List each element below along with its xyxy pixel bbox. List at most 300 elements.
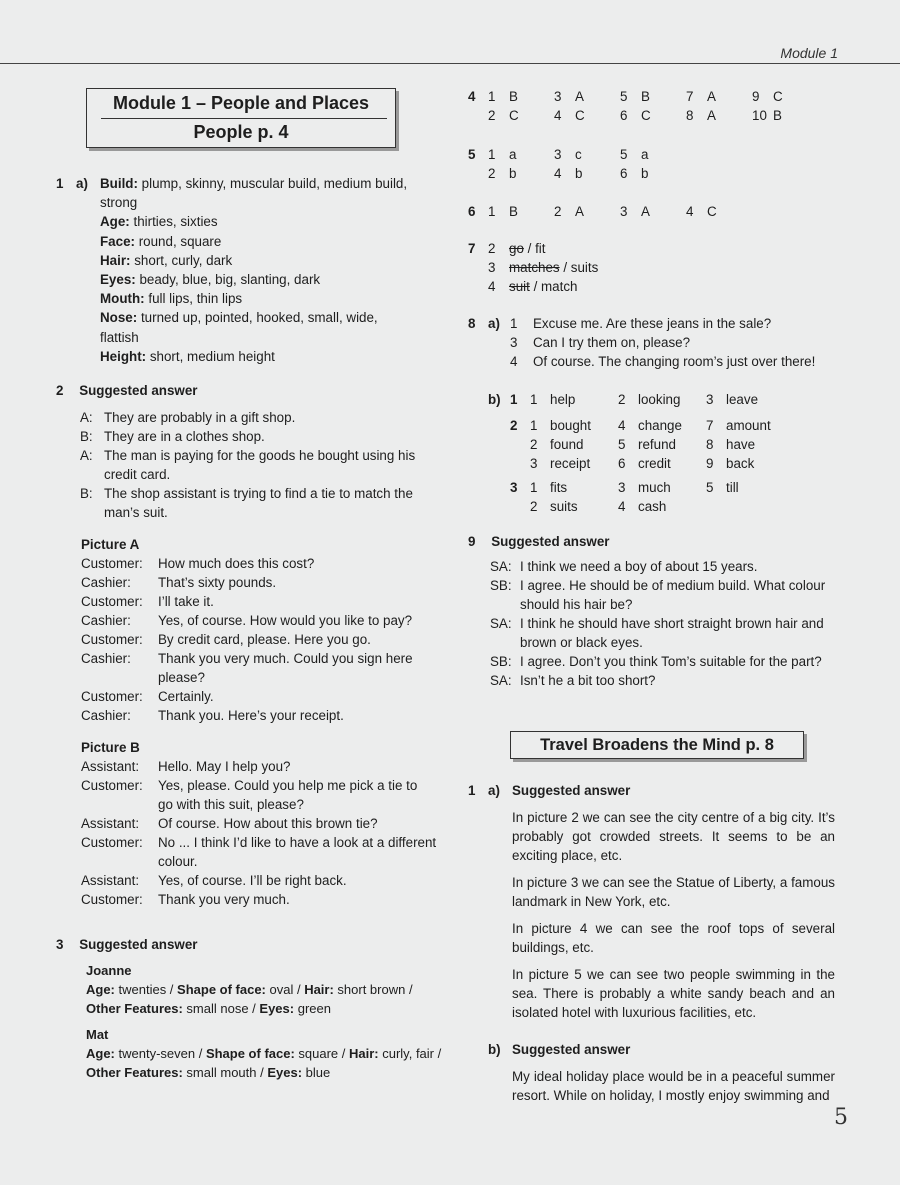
answer-paragraph: In picture 5 we can see two people swimming in the sea. There is probably a white sandy beach and an isolated hotel with luxurious facilities, etc. [512, 967, 835, 1020]
speaker-line [520, 576, 838, 614]
attribute-label: Age: [86, 982, 115, 997]
attribute-value: oval / [265, 982, 305, 997]
answer-value: C [773, 89, 783, 104]
answer-number: 6 [620, 108, 628, 123]
answer-number: 6 [620, 166, 628, 181]
speaker-line [158, 776, 441, 814]
answer-value: back [726, 456, 755, 471]
answer-paragraph: In picture 2 we can see the city centre of a big city. It’s probably got crowded streets. It seems to be an exciting place, etc. [512, 810, 835, 863]
answer-number: 8 [686, 108, 694, 123]
line-number: 3 [510, 335, 518, 350]
answer-number: 2 [488, 108, 496, 123]
line-text: Can I try them on, please? [533, 335, 691, 350]
answer-value: change [638, 418, 682, 433]
answer-value: till [726, 480, 739, 495]
ordered-line [510, 333, 840, 352]
answer-number: 8 [706, 437, 714, 452]
attribute-label: Other Features: [86, 1001, 183, 1016]
answer-cell [706, 416, 786, 435]
answer-cell [554, 106, 620, 125]
line-text: Thank you very much. [158, 892, 290, 907]
speaker-label: Cashier: [81, 613, 131, 628]
line-continuation: man’s suit. [104, 505, 168, 520]
exercise-number: 9 [468, 534, 476, 549]
answer-number: 3 [620, 204, 628, 219]
answer-number: 4 [554, 166, 562, 181]
answer-cell [618, 454, 706, 473]
answer-number: 1 [488, 204, 496, 219]
sub-number: 3 [510, 480, 518, 495]
answer-cell [706, 478, 786, 497]
exercise-number: 6 [468, 204, 476, 219]
ordered-line [510, 314, 840, 333]
speaker-line [158, 871, 441, 890]
picture-a-title: Picture A [81, 537, 140, 552]
answer-value: help [550, 392, 576, 407]
answer-paragraph: In picture 4 we can see the roof tops of several buildings, etc. [512, 921, 835, 955]
answer-row [488, 202, 752, 221]
vocab-text: short, medium height [146, 348, 275, 364]
answer-number: 7 [686, 89, 694, 104]
line-text: Hello. May I help you? [158, 759, 291, 774]
vocab-label: Face: [100, 233, 135, 249]
attribute-value: short brown / [333, 982, 413, 997]
answer-cell [530, 478, 618, 497]
speaker-line [158, 573, 441, 592]
answer-value: C [509, 108, 519, 123]
picture-b-title: Picture B [81, 740, 140, 755]
speaker-label: A: [80, 448, 93, 463]
answer-grid [530, 416, 786, 473]
answer-value: A [575, 204, 584, 219]
answer-cell [488, 145, 554, 164]
vocab-item [100, 289, 440, 308]
speaker-label: B: [80, 429, 93, 444]
exercise-number: 4 [468, 89, 476, 104]
answer-grid [488, 87, 818, 125]
answer-number: 5 [706, 480, 714, 495]
answer-value: found [550, 437, 584, 452]
answer-grid [530, 478, 786, 516]
answer-paragraph: My ideal holiday place would be in a peaceful summer resort. While on holiday, I mostly enjoy swimming and [512, 1069, 835, 1103]
answer-number: 5 [620, 89, 628, 104]
answer-cell [686, 106, 752, 125]
vocab-label: Hair: [100, 252, 131, 268]
answer-grid [488, 202, 752, 221]
vocab-item [100, 308, 440, 327]
line-continuation: should his hair be? [520, 597, 633, 612]
vocab-label: Mouth: [100, 291, 145, 307]
exercise-part: a) [488, 783, 500, 798]
answer-row [488, 258, 688, 277]
answer-value: B [509, 204, 518, 219]
line-text: Certainly. [158, 689, 214, 704]
answer-cell [620, 164, 686, 183]
vocab-text: thirties, sixties [129, 214, 218, 230]
answer-value: B [641, 89, 650, 104]
line-text: I think we need a boy of about 15 years. [520, 559, 758, 574]
speaker-line [158, 592, 441, 611]
attribute-value: twenties / [114, 982, 178, 997]
answer-cell [530, 497, 618, 516]
answer-value: A [575, 89, 584, 104]
vocab-list [100, 174, 440, 366]
answer-number: 1 [488, 147, 496, 162]
sub-number: 1 [510, 392, 518, 407]
exercise-number: 1 [56, 176, 64, 191]
line-text: I’ll take it. [158, 594, 214, 609]
page-number: 5 [834, 1105, 848, 1130]
speaker-label: Cashier: [81, 708, 131, 723]
vocab-label: Age: [100, 214, 130, 230]
answer-cell [620, 145, 686, 164]
speaker-label: Cashier: [81, 651, 131, 666]
picture-a-dialogue [81, 554, 441, 725]
module-title-divider [101, 118, 387, 119]
answer-cell [488, 106, 554, 125]
answer-cell [752, 106, 818, 125]
answer-value: a [641, 147, 649, 162]
speaker-line [520, 557, 838, 576]
answer-value: B [509, 89, 518, 104]
answer-number: 2 [530, 499, 538, 514]
answer-cell [530, 390, 618, 409]
description-line [86, 1063, 446, 1082]
description-line [86, 980, 446, 999]
answer-number: 5 [620, 147, 628, 162]
answer-number: 2 [554, 204, 562, 219]
line-text: The shop assistant is trying to find a tie to match the [104, 486, 413, 501]
answer-value: have [726, 437, 756, 452]
answer-cell [530, 416, 618, 435]
line-text: Isn’t he a bit too short? [520, 673, 656, 688]
speaker-label: Customer: [81, 632, 143, 647]
answer-cell [706, 497, 786, 516]
description-line [86, 1044, 446, 1063]
line-text: How much does this cost? [158, 556, 315, 571]
answer-value: credit [638, 456, 671, 471]
vocab-continuation: strong [100, 195, 138, 211]
attribute-value: small mouth / [182, 1065, 268, 1080]
line-text: Yes, of course. I’ll be right back. [158, 873, 347, 888]
line-text: Of course. The changing room’s just over there! [533, 354, 816, 369]
answer-paragraph: In picture 3 we can see the Statue of Liberty, a famous landmark in New York, etc. [512, 875, 835, 909]
person-name: Mat [86, 1027, 109, 1042]
struck-word: go [509, 241, 524, 256]
exercise-3 [56, 935, 446, 1082]
exercise-number: 7 [468, 241, 476, 256]
exercise-heading: Suggested answer [491, 534, 610, 549]
answer-number: 1 [530, 418, 538, 433]
answer-cell [488, 164, 554, 183]
answer-cell [554, 87, 620, 106]
answer-number: 9 [706, 456, 714, 471]
answer-number: 9 [752, 89, 760, 104]
speaker-line [158, 687, 441, 706]
speaker-line [158, 833, 441, 871]
speaker-line [158, 757, 441, 776]
answer-number: 10 [752, 108, 767, 123]
answer-cell [706, 390, 786, 409]
vocab-continuation: flattish [100, 329, 139, 345]
exercise-part: b) [488, 392, 501, 407]
speaker-line [520, 652, 838, 671]
header-rule [0, 63, 900, 64]
answer-cell [706, 454, 786, 473]
line-text: They are probably in a gift shop. [104, 410, 296, 425]
vocab-label: Build: [100, 176, 138, 191]
answer-number: 2 [530, 437, 538, 452]
exercise-number: 5 [468, 147, 476, 162]
answer-cell [618, 497, 706, 516]
module-title-box [86, 88, 396, 148]
answer-value: bought [550, 418, 591, 433]
speaker-label: Assistant: [81, 816, 140, 831]
line-text: Yes, please. Could you help me pick a tie to [158, 778, 418, 793]
speaker-label: SA: [490, 616, 512, 631]
exercise-number: 3 [56, 937, 64, 952]
vocab-text: round, square [134, 233, 222, 249]
vocab-text: full lips, thin lips [144, 291, 243, 307]
vocab-label: Height: [100, 348, 147, 364]
answer-number: 4 [488, 279, 496, 294]
answer-row [488, 277, 688, 296]
answer-row [488, 145, 686, 164]
line-continuation: brown or black eyes. [520, 635, 643, 650]
speaker-line [520, 614, 838, 652]
answer-value: C [641, 108, 651, 123]
speaker-dialogue [80, 408, 441, 522]
line-number: 1 [510, 316, 518, 331]
vocab-text: plump, skinny, muscular build, medium build, [137, 176, 408, 191]
replacement-word: / match [529, 279, 578, 294]
answer-value: receipt [550, 456, 591, 471]
answer-cell [554, 145, 620, 164]
line-text: No ... I think I’d like to have a look at a different [158, 835, 437, 850]
vocab-item [100, 212, 440, 231]
answer-number: 3 [706, 392, 714, 407]
attribute-value: twenty-seven / [114, 1046, 206, 1061]
speaker-label: Customer: [81, 556, 143, 571]
answer-value: suits [550, 499, 578, 514]
answer-value: b [641, 166, 649, 181]
line-text: They are in a clothes shop. [104, 429, 265, 444]
answer-cell [554, 202, 620, 221]
speaker-label: Cashier: [81, 575, 131, 590]
answer-number: 1 [530, 480, 538, 495]
answer-cell [752, 87, 818, 106]
answer-value: A [707, 89, 716, 104]
speaker-label: Customer: [81, 689, 143, 704]
vocab-label: Eyes: [100, 272, 136, 288]
answer-value: leave [726, 392, 759, 407]
vocab-item [100, 270, 440, 289]
attribute-label: Shape of face: [177, 982, 266, 997]
mat-description [86, 1025, 446, 1082]
speaker-line [158, 554, 441, 573]
answer-cell [618, 416, 706, 435]
vocab-item [100, 232, 440, 251]
vocab-item [100, 251, 440, 270]
answer-value: B [773, 108, 782, 123]
answer-row [488, 106, 818, 125]
answer-value: C [707, 204, 717, 219]
exercise-2 [56, 381, 441, 909]
exercise-number: 2 [56, 383, 64, 398]
attribute-label: Other Features: [86, 1065, 183, 1080]
answer-cell [618, 390, 706, 409]
answer-number: 6 [618, 456, 626, 471]
answer-value: looking [638, 392, 681, 407]
line-text: By credit card, please. Here you go. [158, 632, 371, 647]
answer-value: A [641, 204, 650, 219]
vocab-label: Nose: [100, 310, 138, 326]
answer-number: 2 [618, 392, 626, 407]
replacement-word: / fit [523, 241, 546, 256]
speaker-line [158, 814, 441, 833]
line-continuation: credit card. [104, 467, 171, 482]
speaker-label: A: [80, 410, 93, 425]
speaker-line [158, 706, 441, 725]
attribute-label: Eyes: [259, 1001, 295, 1016]
attribute-value: small nose / [182, 1001, 260, 1016]
attribute-label: Eyes: [267, 1065, 303, 1080]
answer-cell [620, 106, 686, 125]
exercise-9 [468, 532, 838, 690]
speaker-label: Customer: [81, 594, 143, 609]
answer-cell [488, 87, 554, 106]
sub-number: 2 [510, 418, 518, 433]
attribute-value: square / [294, 1046, 349, 1061]
vocab-text: turned up, pointed, hooked, small, wide, [137, 310, 378, 326]
line-text: Thank you. Here’s your receipt. [158, 708, 344, 723]
answer-value: C [575, 108, 585, 123]
line-continuation: colour. [158, 854, 198, 869]
speaker-line [104, 408, 441, 427]
attribute-label: Hair: [304, 982, 334, 997]
speaker-label: SB: [490, 654, 512, 669]
line-text: The man is paying for the goods he bought using his [104, 448, 416, 463]
answer-cell [620, 87, 686, 106]
answer-number: 4 [554, 108, 562, 123]
speaker-label: SA: [490, 559, 512, 574]
speaker-label: Assistant: [81, 759, 140, 774]
exercise-heading: Suggested answer [79, 937, 198, 952]
attribute-label: Age: [86, 1046, 115, 1061]
line-continuation: go with this suit, please? [158, 797, 304, 812]
speaker-label: SB: [490, 578, 512, 593]
answer-cell [620, 202, 686, 221]
speaker-label: Customer: [81, 778, 143, 793]
exercise-number: 8 [468, 316, 476, 331]
attribute-value: curly, fair / [378, 1046, 442, 1061]
answer-value: A [707, 108, 716, 123]
struck-word: suit [509, 279, 530, 294]
answer-cell [686, 87, 752, 106]
answer-cell [706, 435, 786, 454]
answer-grid [530, 390, 786, 409]
running-header: Module 1 [780, 45, 838, 61]
attribute-value: blue [302, 1065, 331, 1080]
answer-number: 3 [554, 147, 562, 162]
answer-number: 3 [488, 260, 496, 275]
line-text: Thank you very much. Could you sign here [158, 651, 413, 666]
answer-row [488, 87, 818, 106]
answer-number: 3 [530, 456, 538, 471]
speaker-label: Assistant: [81, 873, 140, 888]
answer-row [488, 239, 688, 258]
speaker-line [104, 427, 441, 446]
speaker-label: Customer: [81, 892, 143, 907]
picture-b-dialogue [81, 757, 441, 909]
line-text: I think he should have short straight brown hair and [520, 616, 824, 631]
exercise-heading: Suggested answer [512, 783, 631, 798]
answer-number: 2 [488, 241, 496, 256]
exercise-part: a) [76, 176, 88, 191]
vocab-item [100, 347, 440, 366]
speaker-dialogue [490, 557, 838, 690]
answer-cell [488, 202, 554, 221]
answer-value: cash [638, 499, 667, 514]
answer-row [488, 164, 686, 183]
answer-cell [686, 202, 752, 221]
dialogue-order [510, 314, 840, 371]
vocab-text: short, curly, dark [130, 252, 233, 268]
speaker-line [158, 630, 441, 649]
line-text: That’s sixty pounds. [158, 575, 277, 590]
answer-number: 1 [530, 392, 538, 407]
answer-cell [530, 435, 618, 454]
attribute-label: Shape of face: [205, 1046, 295, 1061]
vocab-text: beady, blue, big, slanting, dark [135, 272, 321, 288]
answer-cell [554, 164, 620, 183]
answer-number: 7 [706, 418, 714, 433]
vocab-item [100, 174, 440, 193]
answer-value: c [575, 147, 582, 162]
answer-number: 4 [618, 499, 626, 514]
speaker-label: Customer: [81, 835, 143, 850]
line-text: Yes, of course. How would you like to pay? [158, 613, 413, 628]
answer-value: much [638, 480, 671, 495]
answer-paragraphs [512, 808, 835, 1022]
section-title: People p. 4 [193, 122, 289, 142]
struck-word: matches [509, 260, 560, 275]
person-name: Joanne [86, 963, 132, 978]
exercise-number: 1 [468, 783, 476, 798]
answer-number: 5 [618, 437, 626, 452]
ordered-line [510, 352, 840, 371]
speaker-line [158, 649, 441, 687]
answer-value: fits [550, 480, 568, 495]
answer-grid [488, 145, 686, 183]
answer-number: 3 [618, 480, 626, 495]
speaker-line [104, 446, 441, 484]
answer-value: amount [726, 418, 771, 433]
exercise-part: a) [488, 316, 500, 331]
line-text: I agree. Don’t you think Tom’s suitable for the part? [520, 654, 822, 669]
joanne-description [86, 961, 446, 1018]
answer-value: a [509, 147, 517, 162]
line-continuation: please? [158, 670, 205, 685]
answer-cell [618, 478, 706, 497]
line-number: 4 [510, 354, 518, 369]
replacement-word: / suits [559, 260, 599, 275]
attribute-label: Hair: [349, 1046, 379, 1061]
speaker-line [158, 890, 441, 909]
speaker-line [520, 671, 838, 690]
answer-number: 4 [618, 418, 626, 433]
speaker-label: SA: [490, 673, 512, 688]
